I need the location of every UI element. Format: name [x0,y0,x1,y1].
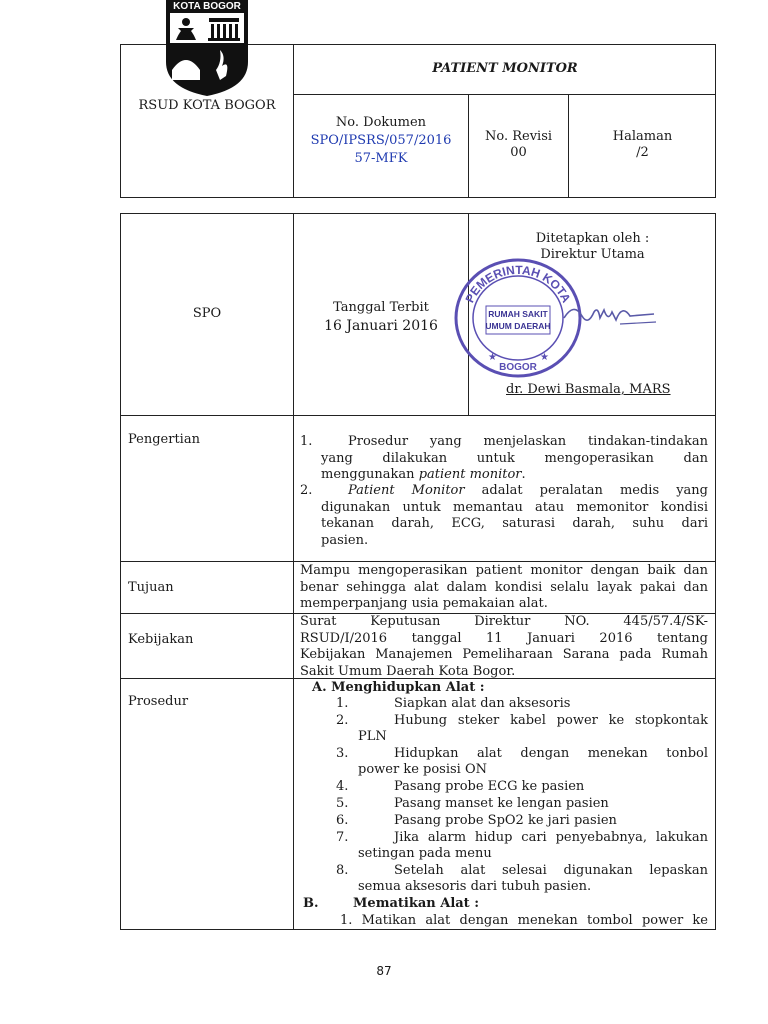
step-1: 1. Siapkan alat dan aksesoris [336,696,571,711]
section-b-step-1: 1. Matikan alat dengan menekan tombol power ke [340,913,708,928]
step-7: 7. Jika alarm hidup cari penyebabnya, lakukan setingan pada menu [336,830,708,861]
pengertian-item-1-line-3: menggunakan patient monitor. [321,467,526,482]
svg-text:★: ★ [540,352,549,363]
kebijakan-label: Kebijakan [128,632,194,647]
pengertian-item-2-line-1: Patient Monitor adalat peralatan medis yang [348,483,708,498]
step-4: 4. Pasang probe ECG ke pasien [336,779,585,794]
prosedur-label: Prosedur [128,694,189,709]
stamp-middle-line-1: RUMAH SAKIT [488,309,548,319]
section-a-heading: A. Menghidupkan Alat : [312,680,485,695]
row-divider-2 [120,561,716,562]
tujuan-line-2: benar sehingga alat dalam kondisi selalu layak pakai dan [300,579,708,595]
issue-date-cell [294,299,468,335]
kebijakan-text [300,614,708,680]
revision-label: No. Revisi [484,129,553,144]
stamp-bottom-text: BOGOR [499,362,537,373]
pengertian-item-1-number: 1. [300,434,313,449]
step-2: 2. Hubung steker kabel power ke stopkontak PLN [336,713,708,744]
step-5: 5. Pasang manset ke lengan pasien [336,796,609,811]
revision-cell [469,129,568,161]
page-value: /2 [636,145,649,160]
page-label: Halaman [612,129,673,144]
tujuan-line-3: memperpanjang usia pemakaian alat. [300,596,548,611]
doc-number-value: SPO/IPSRS/057/2016 [310,133,452,148]
doc-number-suffix: 57-MFK [354,151,408,166]
pengertian-item-1 [300,434,708,484]
section-b-heading [303,896,479,911]
issue-date-label: Tanggal Terbit [333,300,429,315]
kebijakan-line-3: Kebijakan Manajemen Pemeliharaan Sarana pada Rumah [300,647,708,662]
page-cell [569,129,716,161]
step-8: 8. Setelah alat selesai digunakan lepaskan semua aksesoris dari tubuh pasien. [336,863,708,894]
pengertian-item-2 [300,483,708,549]
kebijakan-line-2: RSUD/I/2016 tanggal 11 Januari 2016 tentang [300,630,708,646]
tujuan-text [300,563,708,613]
section-b-title: Mematikan Alat : [353,896,480,911]
procedure-steps [300,696,708,896]
pengertian-item-2-line-2: digunakan untuk memantau atau memonitor kondisi [321,499,708,515]
pengertian-label: Pengertian [128,432,200,447]
tujuan-label: Tujuan [128,580,174,595]
revision-value: 00 [510,145,527,160]
document-title: PATIENT MONITOR [432,61,578,76]
svg-text:★: ★ [488,352,497,363]
approved-by-label: Ditetapkan oleh : [535,231,650,246]
signature [560,296,660,336]
pengertian-item-1-line-1: Prosedur yang menjelaskan tindakan-tindakan [348,434,708,449]
pengertian-item-2-line-3: tekanan darah, ECG, saturasi darah, suhu dari [321,516,708,531]
issue-date-value: 16 Januari 2016 [324,318,438,334]
row-divider-1 [120,415,716,416]
approver-name: dr. Dewi Basmala, MARS [506,382,671,397]
section-b-letter: B. [303,896,319,911]
pengertian-item-1-line-2: yang dilakukan untuk mengoperasikan dan [321,450,708,466]
spo-label: SPO [192,306,222,321]
header-divider-h [293,94,716,95]
logo-text: KOTA BOGOR [173,1,241,12]
svg-text:PEMERINTAH KOTA [463,263,574,305]
stamp-middle-line-2: UMUM DAERAH [485,321,551,331]
step-6: 6. Pasang probe SpO2 ke jari pasien [336,813,617,828]
kebijakan-line-1: Surat Keputusan Direktur NO. 445/57.4/SK- [300,614,708,629]
pengertian-item-2-line-4: pasien. [321,532,369,548]
doc-number-cell [294,114,468,168]
kebijakan-line-4: Sakit Umum Daerah Kota Bogor. [300,663,516,679]
stamp-top-text: PEMERINTAH KOTA [462,262,574,305]
page-number: 87 [376,964,392,978]
hospital-name: RSUD KOTA BOGOR [138,98,276,113]
tujuan-line-1: Mampu mengoperasikan patient monitor dengan baik dan [300,563,708,578]
approver-title: Direktur Utama [540,247,645,262]
city-logo [164,0,250,96]
doc-number-label: No. Dokumen [335,115,427,130]
step-3: 3. Hidupkan alat dengan menekan tonbol power ke posisi ON [336,746,708,777]
pengertian-item-2-number: 2. [300,483,313,498]
